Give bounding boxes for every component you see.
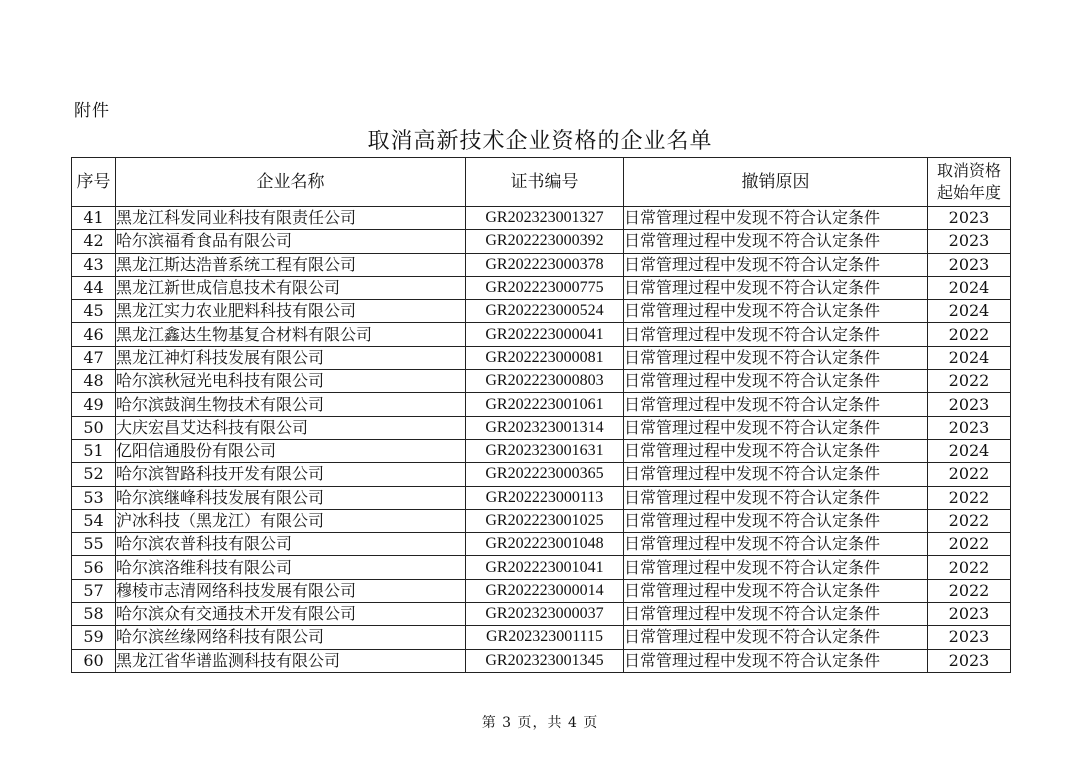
table-row (72, 300, 1011, 323)
attachment-label: 附件 (74, 101, 110, 121)
cell-certificate-number: GR202323001631 (466, 439, 624, 462)
cell-certificate-number: GR202223000775 (466, 276, 624, 299)
cell-certificate-number: GR202223001048 (466, 533, 624, 556)
cell-company-name: 哈尔滨农普科技有限公司 (116, 533, 466, 556)
cell-company-name: 沪冰科技（黑龙江）有限公司 (116, 509, 466, 532)
cell-certificate-number: GR202323001345 (466, 649, 624, 672)
cell-company-name: 哈尔滨洛维科技有限公司 (116, 556, 466, 579)
cell-certificate-number: GR202223000378 (466, 253, 624, 276)
table-row (72, 486, 1011, 509)
cell-revocation-reason: 日常管理过程中发现不符合认定条件 (624, 439, 928, 462)
cell-certificate-number: GR202223001041 (466, 556, 624, 579)
cell-start-year: 2023 (928, 649, 1011, 672)
cell-start-year: 2023 (928, 393, 1011, 416)
table-row (72, 207, 1011, 230)
cell-revocation-reason: 日常管理过程中发现不符合认定条件 (624, 649, 928, 672)
cell-certificate-number: GR202223000803 (466, 370, 624, 393)
table-row (72, 253, 1011, 276)
cell-seq: 44 (72, 276, 116, 299)
cell-start-year: 2023 (928, 207, 1011, 230)
cell-seq: 56 (72, 556, 116, 579)
cell-certificate-number: GR202223000014 (466, 579, 624, 602)
cell-revocation-reason: 日常管理过程中发现不符合认定条件 (624, 603, 928, 626)
cell-company-name: 黑龙江省华谱监测科技有限公司 (116, 649, 466, 672)
table-row (72, 416, 1011, 439)
table-row (72, 323, 1011, 346)
cell-start-year: 2023 (928, 230, 1011, 253)
table-row (72, 393, 1011, 416)
enterprise-table (71, 157, 1011, 673)
cell-seq: 57 (72, 579, 116, 602)
cell-start-year: 2024 (928, 276, 1011, 299)
cell-start-year: 2022 (928, 463, 1011, 486)
cell-seq: 53 (72, 486, 116, 509)
cell-seq: 52 (72, 463, 116, 486)
cell-revocation-reason: 日常管理过程中发现不符合认定条件 (624, 463, 928, 486)
cell-start-year: 2022 (928, 323, 1011, 346)
cell-revocation-reason: 日常管理过程中发现不符合认定条件 (624, 556, 928, 579)
cell-seq: 55 (72, 533, 116, 556)
cell-revocation-reason: 日常管理过程中发现不符合认定条件 (624, 253, 928, 276)
cell-seq: 47 (72, 346, 116, 369)
table-row (72, 346, 1011, 369)
column-header-reason: 撤销原因 (624, 158, 928, 207)
cell-company-name: 哈尔滨继峰科技发展有限公司 (116, 486, 466, 509)
table-row (72, 439, 1011, 462)
cell-seq: 58 (72, 603, 116, 626)
cell-revocation-reason: 日常管理过程中发现不符合认定条件 (624, 370, 928, 393)
column-header-year-line1: 取消资格 (936, 161, 1001, 180)
cell-revocation-reason: 日常管理过程中发现不符合认定条件 (624, 300, 928, 323)
cell-certificate-number: GR202223001025 (466, 509, 624, 532)
cell-certificate-number: GR202323001327 (466, 207, 624, 230)
cell-company-name: 哈尔滨丝缘网络科技有限公司 (116, 626, 466, 649)
cell-certificate-number: GR202323001115 (466, 626, 624, 649)
document-title: 取消高新技术企业资格的企业名单 (367, 129, 713, 154)
cell-revocation-reason: 日常管理过程中发现不符合认定条件 (624, 626, 928, 649)
table-row (72, 370, 1011, 393)
column-header-year-line2: 起始年度 (936, 183, 1001, 202)
cell-certificate-number: GR202223000365 (466, 463, 624, 486)
cell-start-year: 2022 (928, 509, 1011, 532)
table-row (72, 626, 1011, 649)
column-header-year (928, 158, 1011, 207)
cell-revocation-reason: 日常管理过程中发现不符合认定条件 (624, 207, 928, 230)
cell-seq: 46 (72, 323, 116, 346)
cell-company-name: 黑龙江鑫达生物基复合材料有限公司 (116, 323, 466, 346)
cell-certificate-number: GR202223000392 (466, 230, 624, 253)
table-row (72, 509, 1011, 532)
cell-seq: 42 (72, 230, 116, 253)
cell-revocation-reason: 日常管理过程中发现不符合认定条件 (624, 323, 928, 346)
cell-company-name: 哈尔滨鼓润生物技术有限公司 (116, 393, 466, 416)
cell-seq: 41 (72, 207, 116, 230)
cell-certificate-number: GR202223000113 (466, 486, 624, 509)
cell-company-name: 哈尔滨智路科技开发有限公司 (116, 463, 466, 486)
cell-start-year: 2022 (928, 579, 1011, 602)
cell-company-name: 亿阳信通股份有限公司 (116, 439, 466, 462)
cell-start-year: 2023 (928, 253, 1011, 276)
cell-certificate-number: GR202223000081 (466, 346, 624, 369)
cell-revocation-reason: 日常管理过程中发现不符合认定条件 (624, 416, 928, 439)
column-header-seq: 序号 (72, 158, 116, 207)
cell-start-year: 2024 (928, 439, 1011, 462)
cell-seq: 50 (72, 416, 116, 439)
table-row (72, 533, 1011, 556)
cell-start-year: 2023 (928, 626, 1011, 649)
cell-company-name: 黑龙江神灯科技发展有限公司 (116, 346, 466, 369)
cell-start-year: 2022 (928, 556, 1011, 579)
table-row (72, 463, 1011, 486)
cell-revocation-reason: 日常管理过程中发现不符合认定条件 (624, 509, 928, 532)
cell-revocation-reason: 日常管理过程中发现不符合认定条件 (624, 579, 928, 602)
cell-seq: 48 (72, 370, 116, 393)
cell-revocation-reason: 日常管理过程中发现不符合认定条件 (624, 230, 928, 253)
cell-seq: 59 (72, 626, 116, 649)
cell-start-year: 2022 (928, 533, 1011, 556)
table-row (72, 603, 1011, 626)
cell-start-year: 2023 (928, 416, 1011, 439)
cell-start-year: 2022 (928, 486, 1011, 509)
cell-certificate-number: GR202223001061 (466, 393, 624, 416)
cell-revocation-reason: 日常管理过程中发现不符合认定条件 (624, 533, 928, 556)
cell-company-name: 哈尔滨众有交通技术开发有限公司 (116, 603, 466, 626)
cell-seq: 60 (72, 649, 116, 672)
cell-revocation-reason: 日常管理过程中发现不符合认定条件 (624, 486, 928, 509)
table-body (72, 207, 1011, 673)
cell-company-name: 黑龙江斯达浩普系统工程有限公司 (116, 253, 466, 276)
cell-company-name: 哈尔滨福肴食品有限公司 (116, 230, 466, 253)
cell-certificate-number: GR202223000041 (466, 323, 624, 346)
cell-certificate-number: GR202323001314 (466, 416, 624, 439)
cell-company-name: 黑龙江新世成信息技术有限公司 (116, 276, 466, 299)
table-row (72, 649, 1011, 672)
cell-company-name: 哈尔滨秋冠光电科技有限公司 (116, 370, 466, 393)
cell-seq: 45 (72, 300, 116, 323)
cell-start-year: 2024 (928, 346, 1011, 369)
cell-seq: 43 (72, 253, 116, 276)
cell-certificate-number: GR202223000524 (466, 300, 624, 323)
cell-revocation-reason: 日常管理过程中发现不符合认定条件 (624, 346, 928, 369)
table-row (72, 276, 1011, 299)
cell-company-name: 黑龙江科发同业科技有限责任公司 (116, 207, 466, 230)
cell-certificate-number: GR202323000037 (466, 603, 624, 626)
cell-seq: 51 (72, 439, 116, 462)
cell-company-name: 黑龙江实力农业肥料科技有限公司 (116, 300, 466, 323)
cell-company-name: 穆棱市志清网络科技发展有限公司 (116, 579, 466, 602)
cell-seq: 54 (72, 509, 116, 532)
column-header-cert: 证书编号 (466, 158, 624, 207)
cell-company-name: 大庆宏昌艾达科技有限公司 (116, 416, 466, 439)
cell-seq: 49 (72, 393, 116, 416)
table-row (72, 230, 1011, 253)
cell-start-year: 2022 (928, 370, 1011, 393)
cell-start-year: 2023 (928, 603, 1011, 626)
page-number: 第 3 页，共 4 页 (481, 715, 599, 731)
cell-start-year: 2024 (928, 300, 1011, 323)
cell-revocation-reason: 日常管理过程中发现不符合认定条件 (624, 393, 928, 416)
cell-revocation-reason: 日常管理过程中发现不符合认定条件 (624, 276, 928, 299)
table-header-row (72, 158, 1011, 207)
column-header-name: 企业名称 (116, 158, 466, 207)
table-row (72, 579, 1011, 602)
table-row (72, 556, 1011, 579)
